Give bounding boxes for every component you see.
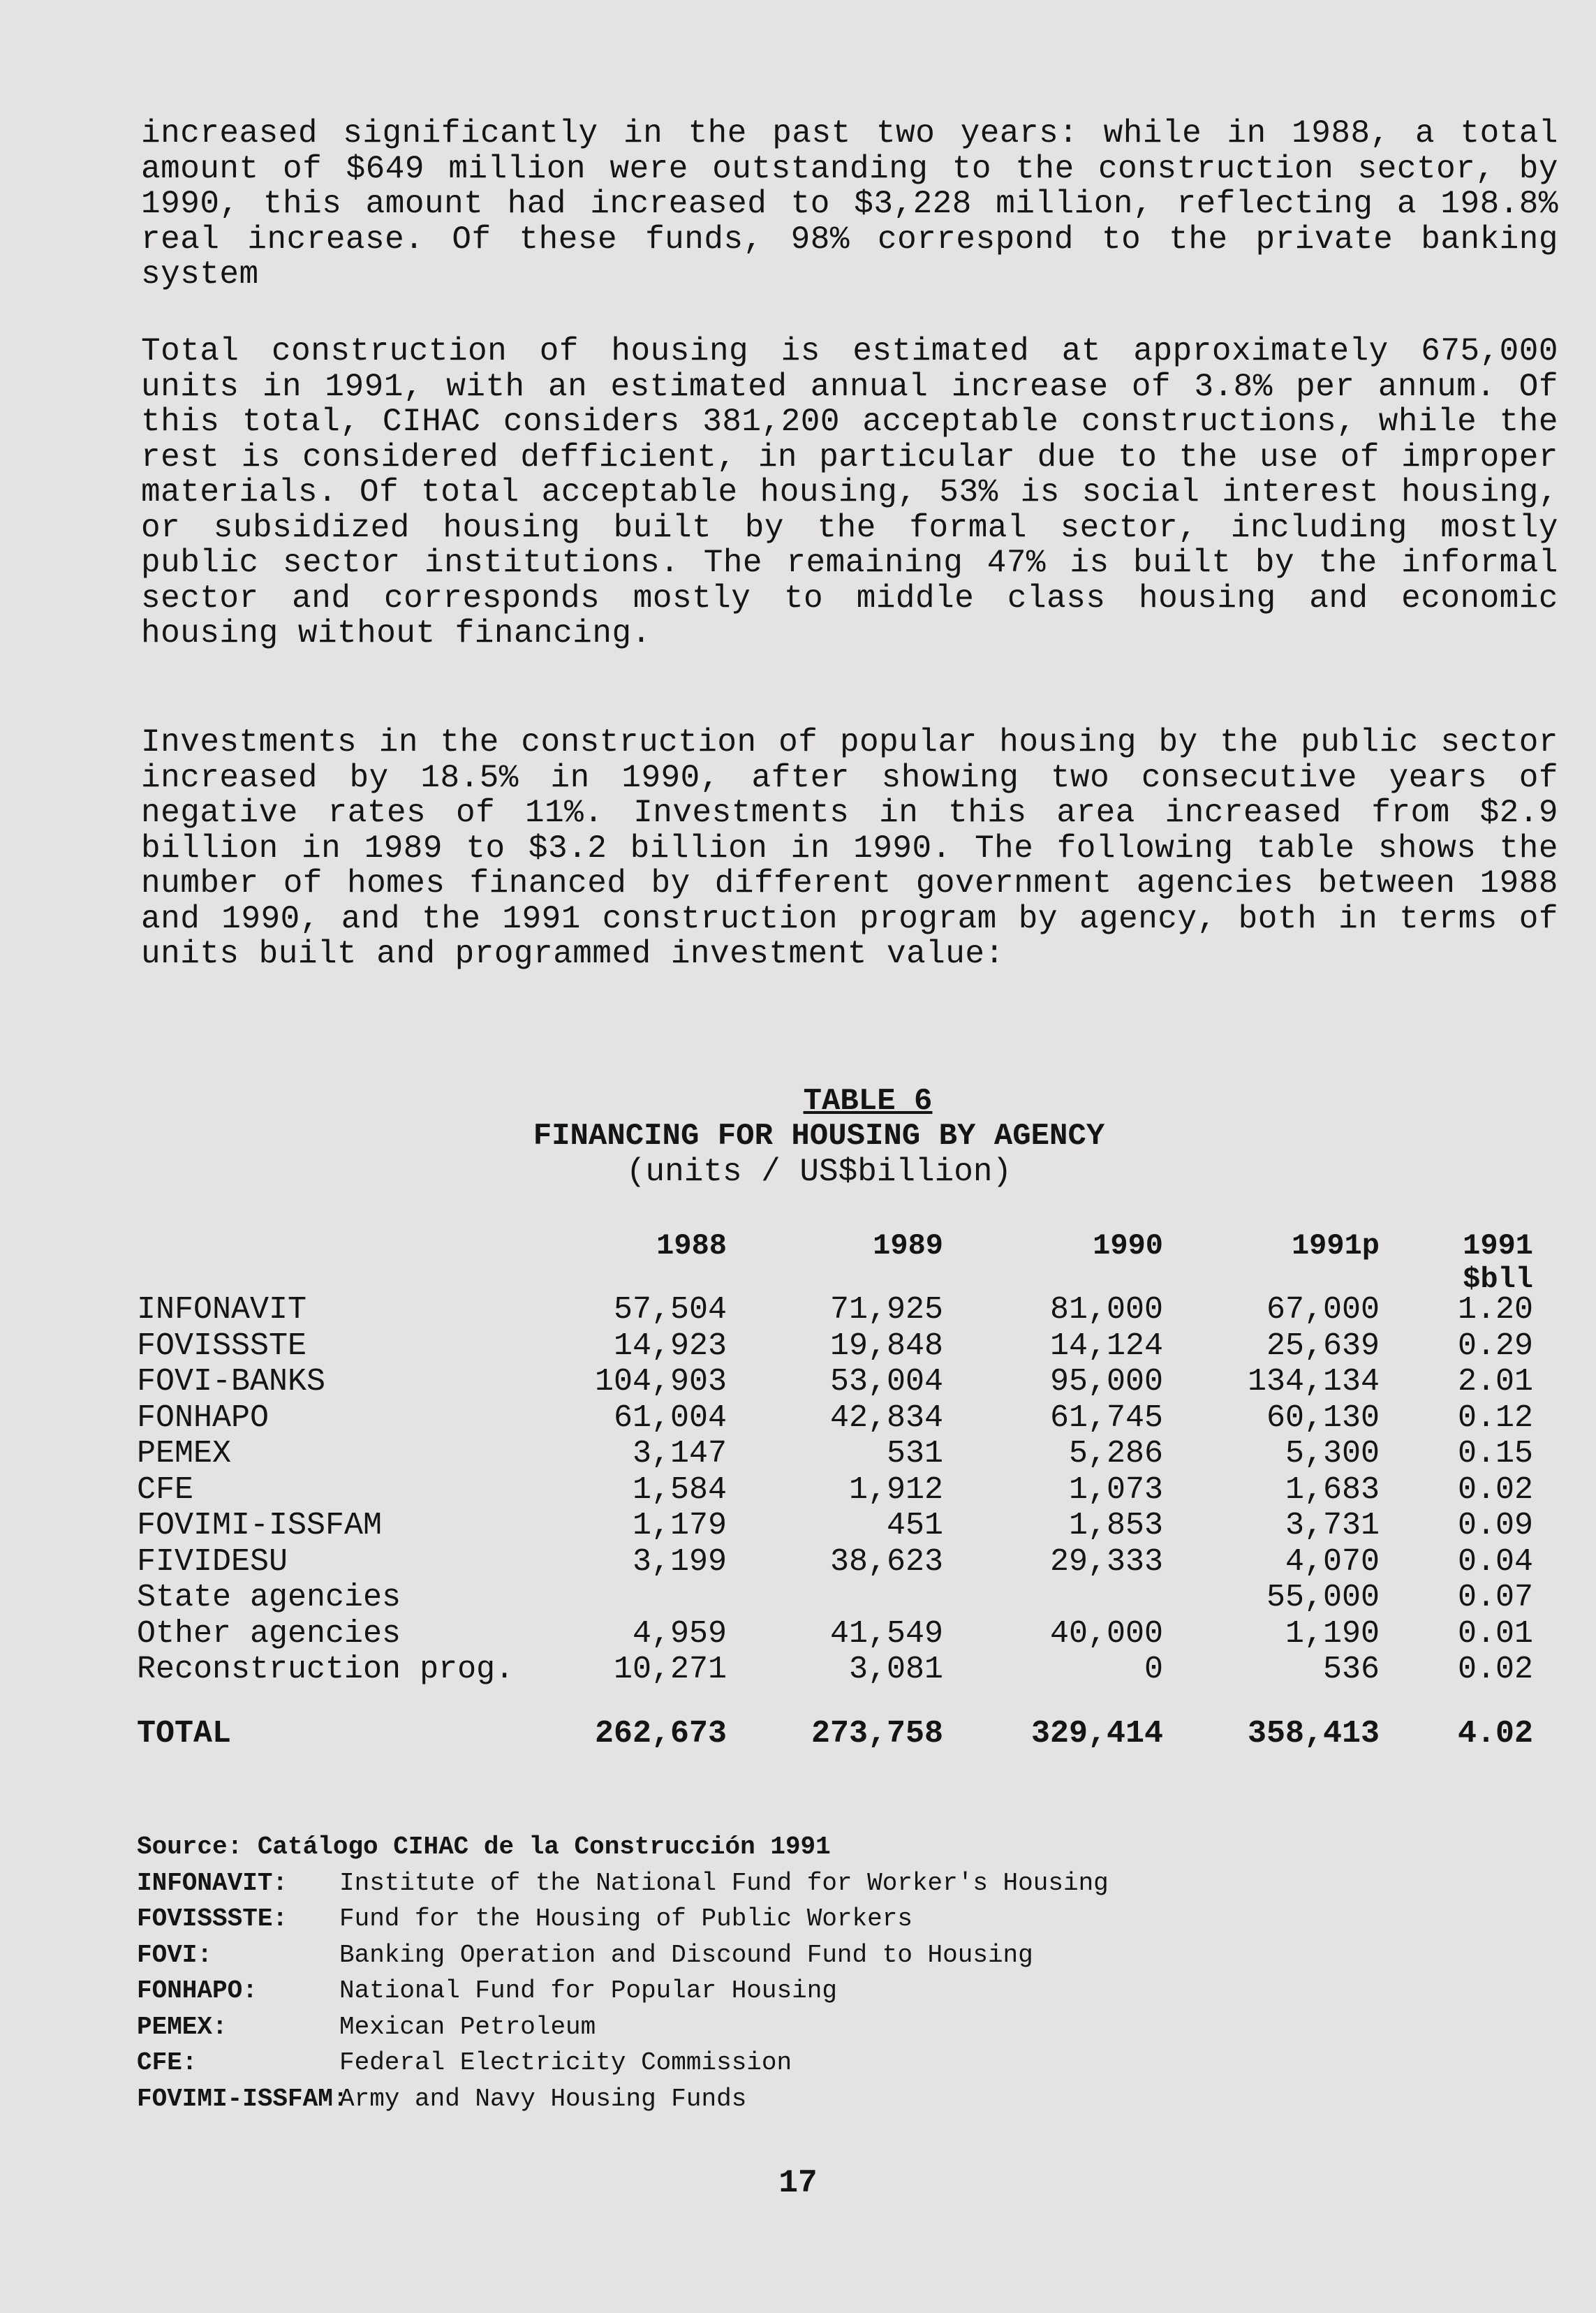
cell-1989: 3,081 xyxy=(848,1652,943,1687)
total-1991-bll: 4.02 xyxy=(1457,1715,1533,1752)
cell-1991-bll: 0.02 xyxy=(1457,1652,1533,1687)
abbreviation-list xyxy=(137,1868,1109,2121)
table-row xyxy=(137,1508,1533,1544)
cell-label: FOVIMI-ISSFAM xyxy=(137,1508,383,1543)
abbreviation-key: FOVI: xyxy=(137,1940,213,1969)
table-row xyxy=(137,1544,1533,1580)
table-body xyxy=(137,1292,1533,1688)
cell-1988: 14,923 xyxy=(613,1328,727,1364)
cell-1990: 5,286 xyxy=(1068,1436,1163,1471)
cell-1988: 104,903 xyxy=(594,1364,727,1400)
cell-1990: 81,000 xyxy=(1049,1292,1163,1328)
cell-1991-bll: 1.20 xyxy=(1457,1292,1533,1328)
cell-1991-bll: 0.29 xyxy=(1457,1328,1533,1364)
cell-1989: 42,834 xyxy=(829,1400,943,1436)
cell-1988: 1,584 xyxy=(632,1471,727,1508)
cell-1991-bll: 0.09 xyxy=(1457,1508,1533,1543)
abbreviation-key: PEMEX: xyxy=(137,2012,228,2041)
cell-1989: 19,848 xyxy=(829,1328,943,1364)
abbreviation-value: Fund for the Housing of Public Workers xyxy=(339,1904,912,1933)
cell-1990: 1,853 xyxy=(1068,1508,1163,1543)
abbreviation-item xyxy=(137,2013,831,2049)
cell-1991-bll: 0.07 xyxy=(1457,1580,1533,1615)
header-1990: 1990 xyxy=(1093,1229,1163,1263)
abbreviation-value: Mexican Petroleum xyxy=(339,2012,596,2041)
abbreviation-key: FOVIMI-ISSFAM: xyxy=(137,2084,348,2113)
cell-1991p: 67,000 xyxy=(1266,1292,1380,1328)
cell-1991-bll: 0.12 xyxy=(1457,1400,1533,1436)
abbreviation-item xyxy=(137,1940,1033,1977)
paragraph-public-investment: Investments in the construction of popular housing by the public sector increased by 18.5% in 1990, after showing two consecutive years of negative rates of 11%. Investments in this area increased from $2.9 billion in 1989 to $3.2 billion in 1990. The following table shows the number of homes financed by different government agencies between 1988 and 1990, and the 1991 construction program by agency, both in terms of units built and programmed investment value: xyxy=(141,724,1558,972)
cell-1990: 0 xyxy=(1144,1652,1163,1687)
cell-1988: 4,959 xyxy=(632,1615,727,1652)
header-1991p: 1991p xyxy=(1291,1229,1380,1263)
cell-label: FOVI-BANKS xyxy=(137,1364,326,1400)
cell-label: INFONAVIT xyxy=(137,1292,307,1328)
table-row xyxy=(137,1436,1533,1472)
cell-1991p: 60,130 xyxy=(1266,1400,1380,1436)
cell-label: CFE xyxy=(137,1471,194,1508)
abbreviation-key: CFE: xyxy=(137,2048,198,2077)
table-row xyxy=(137,1580,1533,1616)
abbreviation-value: Banking Operation and Discound Fund to Housing xyxy=(339,1940,1033,1969)
abbreviation-value: Army and Navy Housing Funds xyxy=(339,2084,747,2113)
cell-label: Reconstruction prog. xyxy=(137,1652,515,1687)
total-label: TOTAL xyxy=(137,1715,232,1752)
table-row xyxy=(137,1328,1533,1365)
abbreviation-item xyxy=(137,2048,831,2085)
cell-1989: 53,004 xyxy=(829,1364,943,1400)
cell-1991p: 3,731 xyxy=(1285,1508,1380,1543)
paragraph-housing-total: Total construction of housing is estimated at approximately 675,000 units in 1991, with an estimated annual increase of 3.8% per annum. Of this total, CIHAC considers 381,200 acceptable constructions, while the rest is considered defficient, in particular due to the use of improper materials. Of total acceptable housing, 53% is social interest housing, or subsidized housing built by the formal sector, including mostly public sector institutions. The remaining 47% is built by the informal sector and corresponds mostly to middle class housing and economic housing without financing. xyxy=(141,333,1558,652)
cell-1991p: 134,134 xyxy=(1247,1364,1380,1400)
cell-label: FONHAPO xyxy=(137,1400,269,1436)
abbreviation-value: Federal Electricity Commission xyxy=(339,2048,792,2077)
table-units: (units / US$billion) xyxy=(626,1154,1012,1190)
cell-1991p: 55,000 xyxy=(1266,1580,1380,1615)
cell-1991p: 5,300 xyxy=(1285,1436,1380,1471)
total-1990: 329,414 xyxy=(1030,1715,1163,1752)
table-title: FINANCING FOR HOUSING BY AGENCY xyxy=(533,1119,1105,1154)
table-row xyxy=(137,1616,1533,1652)
cell-1989: 71,925 xyxy=(829,1292,943,1328)
cell-1991p: 1,683 xyxy=(1285,1471,1380,1508)
cell-1988: 3,199 xyxy=(632,1543,727,1580)
cell-1988: 3,147 xyxy=(632,1436,727,1471)
table-row xyxy=(137,1400,1533,1437)
cell-1990: 1,073 xyxy=(1068,1471,1163,1508)
cell-label: Other agencies xyxy=(137,1615,401,1652)
cell-1991p: 25,639 xyxy=(1266,1328,1380,1364)
header-1988: 1988 xyxy=(656,1229,727,1263)
abbreviation-value: National Fund for Popular Housing xyxy=(339,1976,837,2005)
cell-1989: 41,549 xyxy=(829,1615,943,1652)
abbreviation-key: FONHAPO: xyxy=(137,1976,258,2005)
cell-1988: 10,271 xyxy=(613,1652,727,1687)
table-row xyxy=(137,1472,1533,1508)
table-row xyxy=(137,1292,1533,1328)
cell-1988: 61,004 xyxy=(613,1400,727,1436)
cell-1991-bll: 0.04 xyxy=(1457,1543,1533,1580)
abbreviation-item xyxy=(137,1868,1109,1905)
page-number: 17 xyxy=(778,2165,818,2201)
cell-1991-bll: 0.15 xyxy=(1457,1436,1533,1471)
table-row xyxy=(137,1364,1533,1400)
cell-1990: 40,000 xyxy=(1049,1615,1163,1652)
table-notes xyxy=(137,1833,1109,2120)
cell-1988: 57,504 xyxy=(613,1292,727,1328)
table-header-row xyxy=(137,1229,1533,1296)
abbreviation-item xyxy=(137,1904,912,1941)
abbreviation-item xyxy=(137,1976,837,2013)
abbreviation-key: INFONAVIT: xyxy=(137,1868,288,1897)
cell-1988: 1,179 xyxy=(632,1508,727,1543)
cell-1990: 14,124 xyxy=(1049,1328,1163,1364)
abbreviation-key: FOVISSSTE: xyxy=(137,1904,288,1933)
cell-1989: 531 xyxy=(886,1436,943,1471)
source-note xyxy=(137,1833,831,1869)
cell-1990: 29,333 xyxy=(1049,1543,1163,1580)
cell-1991-bll: 2.01 xyxy=(1457,1364,1533,1400)
cell-1991p: 536 xyxy=(1322,1652,1380,1687)
table-total-row xyxy=(137,1716,1533,1752)
cell-label: FIVIDESU xyxy=(137,1543,288,1580)
cell-1990: 61,745 xyxy=(1049,1400,1163,1436)
cell-label: FOVISSSTE xyxy=(137,1328,307,1364)
table-number: TABLE 6 xyxy=(803,1084,933,1119)
cell-1989: 1,912 xyxy=(848,1471,943,1508)
total-1991p: 358,413 xyxy=(1247,1715,1380,1752)
cell-1990: 95,000 xyxy=(1049,1364,1163,1400)
header-1989: 1989 xyxy=(873,1229,943,1263)
table-row xyxy=(137,1652,1533,1688)
total-1989: 273,758 xyxy=(811,1715,943,1752)
cell-1989: 451 xyxy=(886,1508,943,1543)
cell-label: State agencies xyxy=(137,1580,401,1615)
cell-1989: 38,623 xyxy=(829,1543,943,1580)
cell-1991-bll: 0.02 xyxy=(1457,1471,1533,1508)
abbreviation-item xyxy=(137,2085,831,2121)
abbreviation-value: Institute of the National Fund for Worker's Housing xyxy=(339,1868,1109,1897)
source-text: Source: Catálogo CIHAC de la Construcción 1991 xyxy=(137,1833,831,1861)
total-1988: 262,673 xyxy=(594,1715,727,1752)
cell-1991-bll: 0.01 xyxy=(1457,1615,1533,1652)
cell-1991p: 1,190 xyxy=(1285,1615,1380,1652)
paragraph-construction-credit: increased significantly in the past two years: while in 1988, a total amount of $649 million were outstanding to the construction sector, by 1990, this amount had increased to $3,228 million, reflecting a 198.8% real increase. Of these funds, 98% correspond to the private banking system xyxy=(141,115,1558,293)
cell-1991p: 4,070 xyxy=(1285,1543,1380,1580)
header-1991-bll: 1991 $bll xyxy=(1463,1229,1533,1296)
cell-label: PEMEX xyxy=(137,1436,232,1471)
financing-table xyxy=(137,1229,1533,1752)
